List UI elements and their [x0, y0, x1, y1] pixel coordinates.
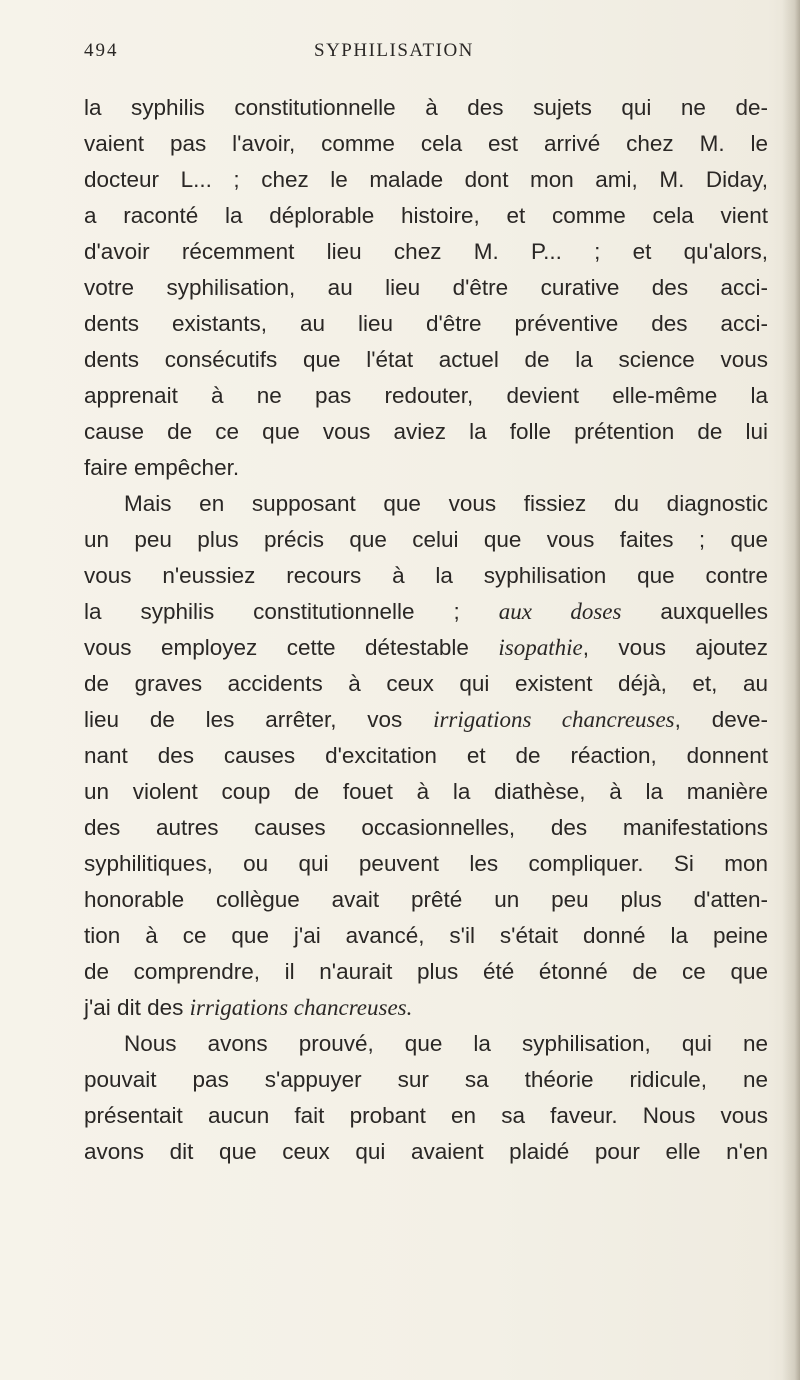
text-line: présentait aucun fait probant en sa faveur. Nous vous [84, 1103, 768, 1128]
text-span: lieu de les arrêter, vos [84, 707, 403, 732]
text-line [84, 594, 768, 630]
text-span: la syphilis constitutionnelle ; [84, 599, 460, 624]
text-line: votre syphilisation, au lieu d'être curative des acci- [84, 275, 768, 300]
text-span: j'ai dit des [84, 995, 184, 1020]
text-line: nant des causes d'excitation et de réaction, donnent [84, 743, 768, 768]
text-line: syphilitiques, ou qui peuvent les compliquer. Si mon [84, 851, 768, 876]
text-line: faire empêcher. [84, 455, 240, 480]
text-line: avons dit que ceux qui avaient plaidé pour elle n'en [84, 1139, 768, 1164]
text-line: Nous avons prouvé, que la syphilisation, qui ne [124, 1031, 768, 1056]
text-span: auxquelles [660, 599, 768, 624]
italic-phrase: irrigations chancreuses [433, 707, 675, 732]
text-line: Mais en supposant que vous fissiez du diagnostic [124, 491, 768, 516]
text-line [84, 630, 768, 666]
text-line: apprenait à ne pas redouter, devient elle-même la [84, 383, 768, 408]
text-line: dents existants, au lieu d'être préventive des acci- [84, 311, 768, 336]
text-line: vaient pas l'avoir, comme cela est arrivé chez M. le [84, 131, 768, 156]
text-line: a raconté la déplorable histoire, et comme cela vient [84, 203, 768, 228]
text-line: de comprendre, il n'aurait plus été étonné de ce que [84, 959, 768, 984]
text-line: la syphilis constitutionnelle à des sujets qui ne de- [84, 95, 768, 120]
text-line [84, 702, 768, 738]
text-span: , deve- [674, 707, 768, 732]
text-span: , vous ajoutez [582, 635, 768, 660]
italic-phrase: irrigations chancreuses. [189, 995, 413, 1020]
text-line: dents consécutifs que l'état actuel de la science vous [84, 347, 768, 372]
text-span: vous employez cette détestable [84, 635, 469, 660]
italic-phrase: aux doses [498, 599, 622, 624]
body-text [84, 90, 768, 1170]
text-line: un violent coup de fouet à la diathèse, à la manière [84, 779, 768, 804]
text-line: cause de ce que vous aviez la folle prétention de lui [84, 419, 768, 444]
text-line: un peu plus précis que celui que vous faites ; que [84, 527, 768, 552]
text-line [84, 990, 768, 1026]
text-line: des autres causes occasionnelles, des manifestations [84, 815, 768, 840]
italic-phrase: isopathie [498, 635, 583, 660]
page-edge-shadow [782, 0, 800, 1380]
text-line: tion à ce que j'ai avancé, s'il s'était donné la peine [84, 923, 768, 948]
page-header [84, 40, 744, 70]
text-line: pouvait pas s'appuyer sur sa théorie ridicule, ne [84, 1067, 768, 1092]
running-head: SYPHILISATION [314, 40, 474, 61]
text-line: d'avoir récemment lieu chez M. P... ; et qu'alors, [84, 239, 768, 264]
page-number: 494 [84, 40, 119, 61]
text-line: vous n'eussiez recours à la syphilisation que contre [84, 563, 768, 588]
text-line: de graves accidents à ceux qui existent déjà, et, au [84, 671, 768, 696]
text-line: honorable collègue avait prêté un peu plus d'atten- [84, 887, 768, 912]
text-line: docteur L... ; chez le malade dont mon ami, M. Diday, [84, 167, 768, 192]
